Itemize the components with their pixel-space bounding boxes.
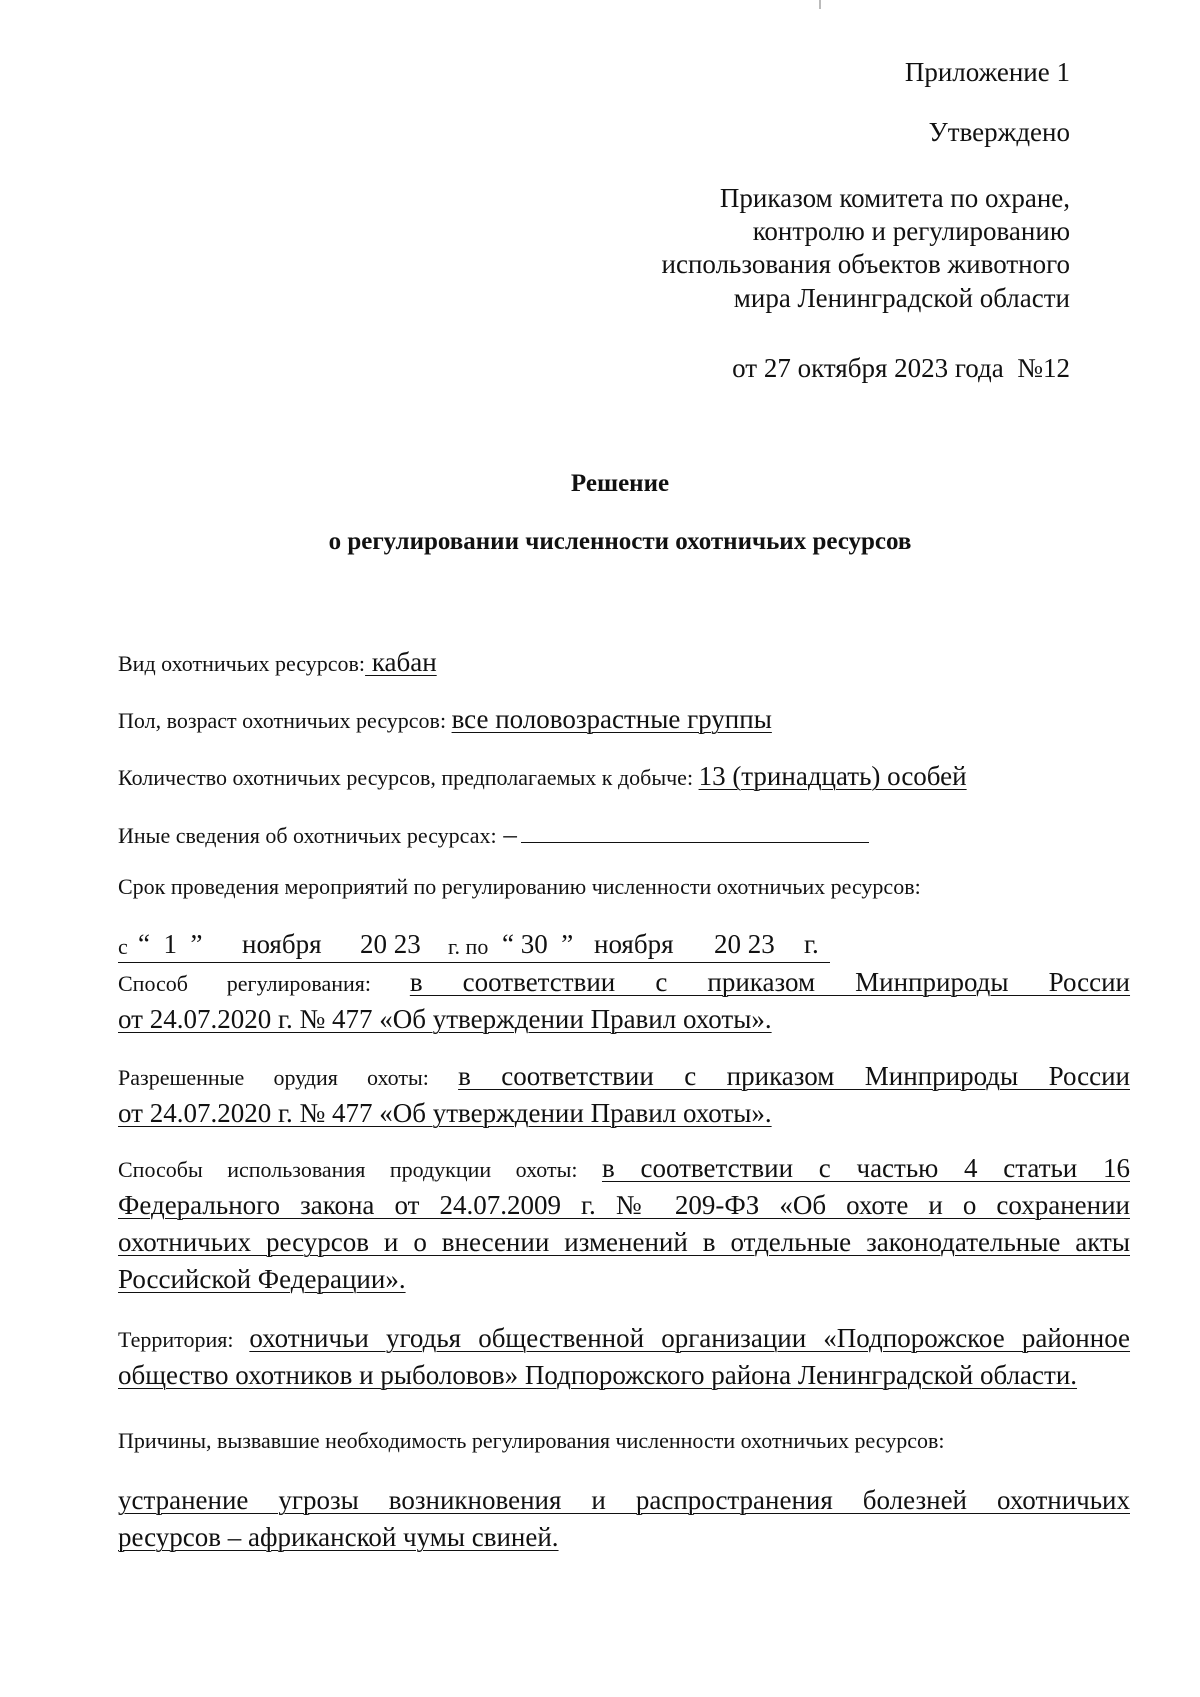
period-line: [118, 926, 830, 963]
reasons-line-2: [118, 1519, 1130, 1556]
document-subtitle: о регулировании численности охотничьих ресурсов: [328, 528, 912, 555]
order-date: от 27 октября 2023 года №12: [732, 353, 1070, 383]
reasons-value-1: устранение угрозы возникновения и распространения болезней охотничьих: [118, 1485, 1130, 1515]
period-label: Срок проведения мероприятий по регулированию численности охотничьих ресурсов:: [118, 874, 921, 899]
blank-line: [521, 842, 869, 843]
period-to-prefix: г. по: [448, 934, 489, 959]
period-from-prefix: с: [118, 934, 128, 959]
period-suffix: г.: [804, 929, 819, 959]
sex-age-value: все половозрастные группы: [451, 704, 772, 734]
tools-value-2: от 24.07.2020 г. № 477 «Об утверждении Правил охоты».: [118, 1098, 772, 1128]
species-value: кабан: [365, 647, 437, 677]
approved-label: Утверждено: [928, 117, 1070, 147]
period-from-day: “ 1 ”: [138, 929, 203, 959]
usage-value-3: охотничьих ресурсов и о внесении изменений в отдельные законодательные акты: [118, 1227, 1130, 1257]
usage-field: [118, 1150, 1130, 1298]
usage-value-4: Российской Федерации».: [118, 1264, 406, 1294]
quantity-field: [118, 760, 967, 792]
method-line-1: [118, 964, 1130, 1001]
method-field: [118, 964, 1130, 1038]
tools-line-2: [118, 1095, 1130, 1132]
appendix-label: Приложение 1: [904, 57, 1070, 87]
usage-line-1: [118, 1150, 1130, 1187]
method-value-2: от 24.07.2020 г. № 477 «Об утверждении Правил охоты».: [118, 1004, 772, 1034]
usage-line-3: [118, 1224, 1130, 1261]
reasons-value-2: ресурсов – африканской чумы свиней.: [118, 1522, 559, 1552]
reasons-label: Причины, вызвавшие необходимость регулирования численности охотничьих ресурсов:: [118, 1428, 945, 1453]
sex-age-field: [118, 703, 772, 735]
other-info-value: –: [496, 819, 517, 849]
sex-age-label: Пол, возраст охотничьих ресурсов:: [118, 708, 452, 733]
period-to-month: ноября: [594, 929, 674, 959]
usage-value-1: в соответствии с частью 4 статьи 16: [601, 1153, 1130, 1183]
species-label: Вид охотничьих ресурсов:: [118, 651, 366, 676]
approval-line: контролю и регулированию: [752, 216, 1070, 247]
reasons-line-1: [118, 1482, 1130, 1519]
usage-line-2: [118, 1187, 1130, 1224]
reasons-field: [118, 1482, 1130, 1556]
other-info-label: Иные сведения об охотничьих ресурсах:: [118, 823, 497, 848]
territory-line-1: [118, 1320, 1130, 1357]
territory-label: Территория:: [118, 1327, 250, 1352]
tools-field: [118, 1058, 1130, 1132]
usage-line-4: [118, 1261, 1130, 1298]
territory-value-1: охотничьи угодья общественной организации «Подпорожское районное: [249, 1323, 1131, 1353]
territory-line-2: [118, 1357, 1130, 1394]
period-to-year: 20 23: [714, 929, 775, 959]
method-line-2: [118, 1001, 1130, 1038]
tools-label: Разрешенные орудия охоты:: [118, 1065, 459, 1090]
method-label: Способ регулирования:: [118, 971, 410, 996]
quantity-value: 13 (тринадцать) особей: [698, 761, 967, 791]
tools-line-1: [118, 1058, 1130, 1095]
tools-value-1: в соответствии с приказом Минприроды России: [458, 1061, 1130, 1091]
period-from-year: 20 23: [360, 929, 421, 959]
approval-line: использования объектов животного: [661, 249, 1070, 280]
scan-mark: [819, 0, 821, 9]
period-to-day: “ 30 ”: [502, 929, 574, 959]
period-from-month: ноября: [242, 929, 322, 959]
other-info-field: [118, 818, 869, 850]
territory-value-2: общество охотников и рыболовов» Подпорожского района Ленинградской области.: [118, 1360, 1078, 1390]
approval-line: Приказом комитета по охране,: [719, 183, 1070, 213]
method-value-1: в соответствии с приказом Минприроды России: [409, 967, 1131, 997]
quantity-label: Количество охотничьих ресурсов, предполагаемых к добыче:: [118, 765, 699, 790]
approval-line: мира Ленинградской области: [733, 282, 1070, 313]
territory-field: [118, 1320, 1130, 1394]
approval-authority: [662, 182, 1070, 315]
usage-label: Способы использования продукции охоты:: [118, 1157, 602, 1182]
species-field: [118, 646, 437, 678]
usage-value-2: Федерального закона от 24.07.2009 г. № 209-ФЗ «Об охоте и о сохранении: [118, 1190, 1130, 1220]
document-title: Решение: [570, 470, 670, 497]
